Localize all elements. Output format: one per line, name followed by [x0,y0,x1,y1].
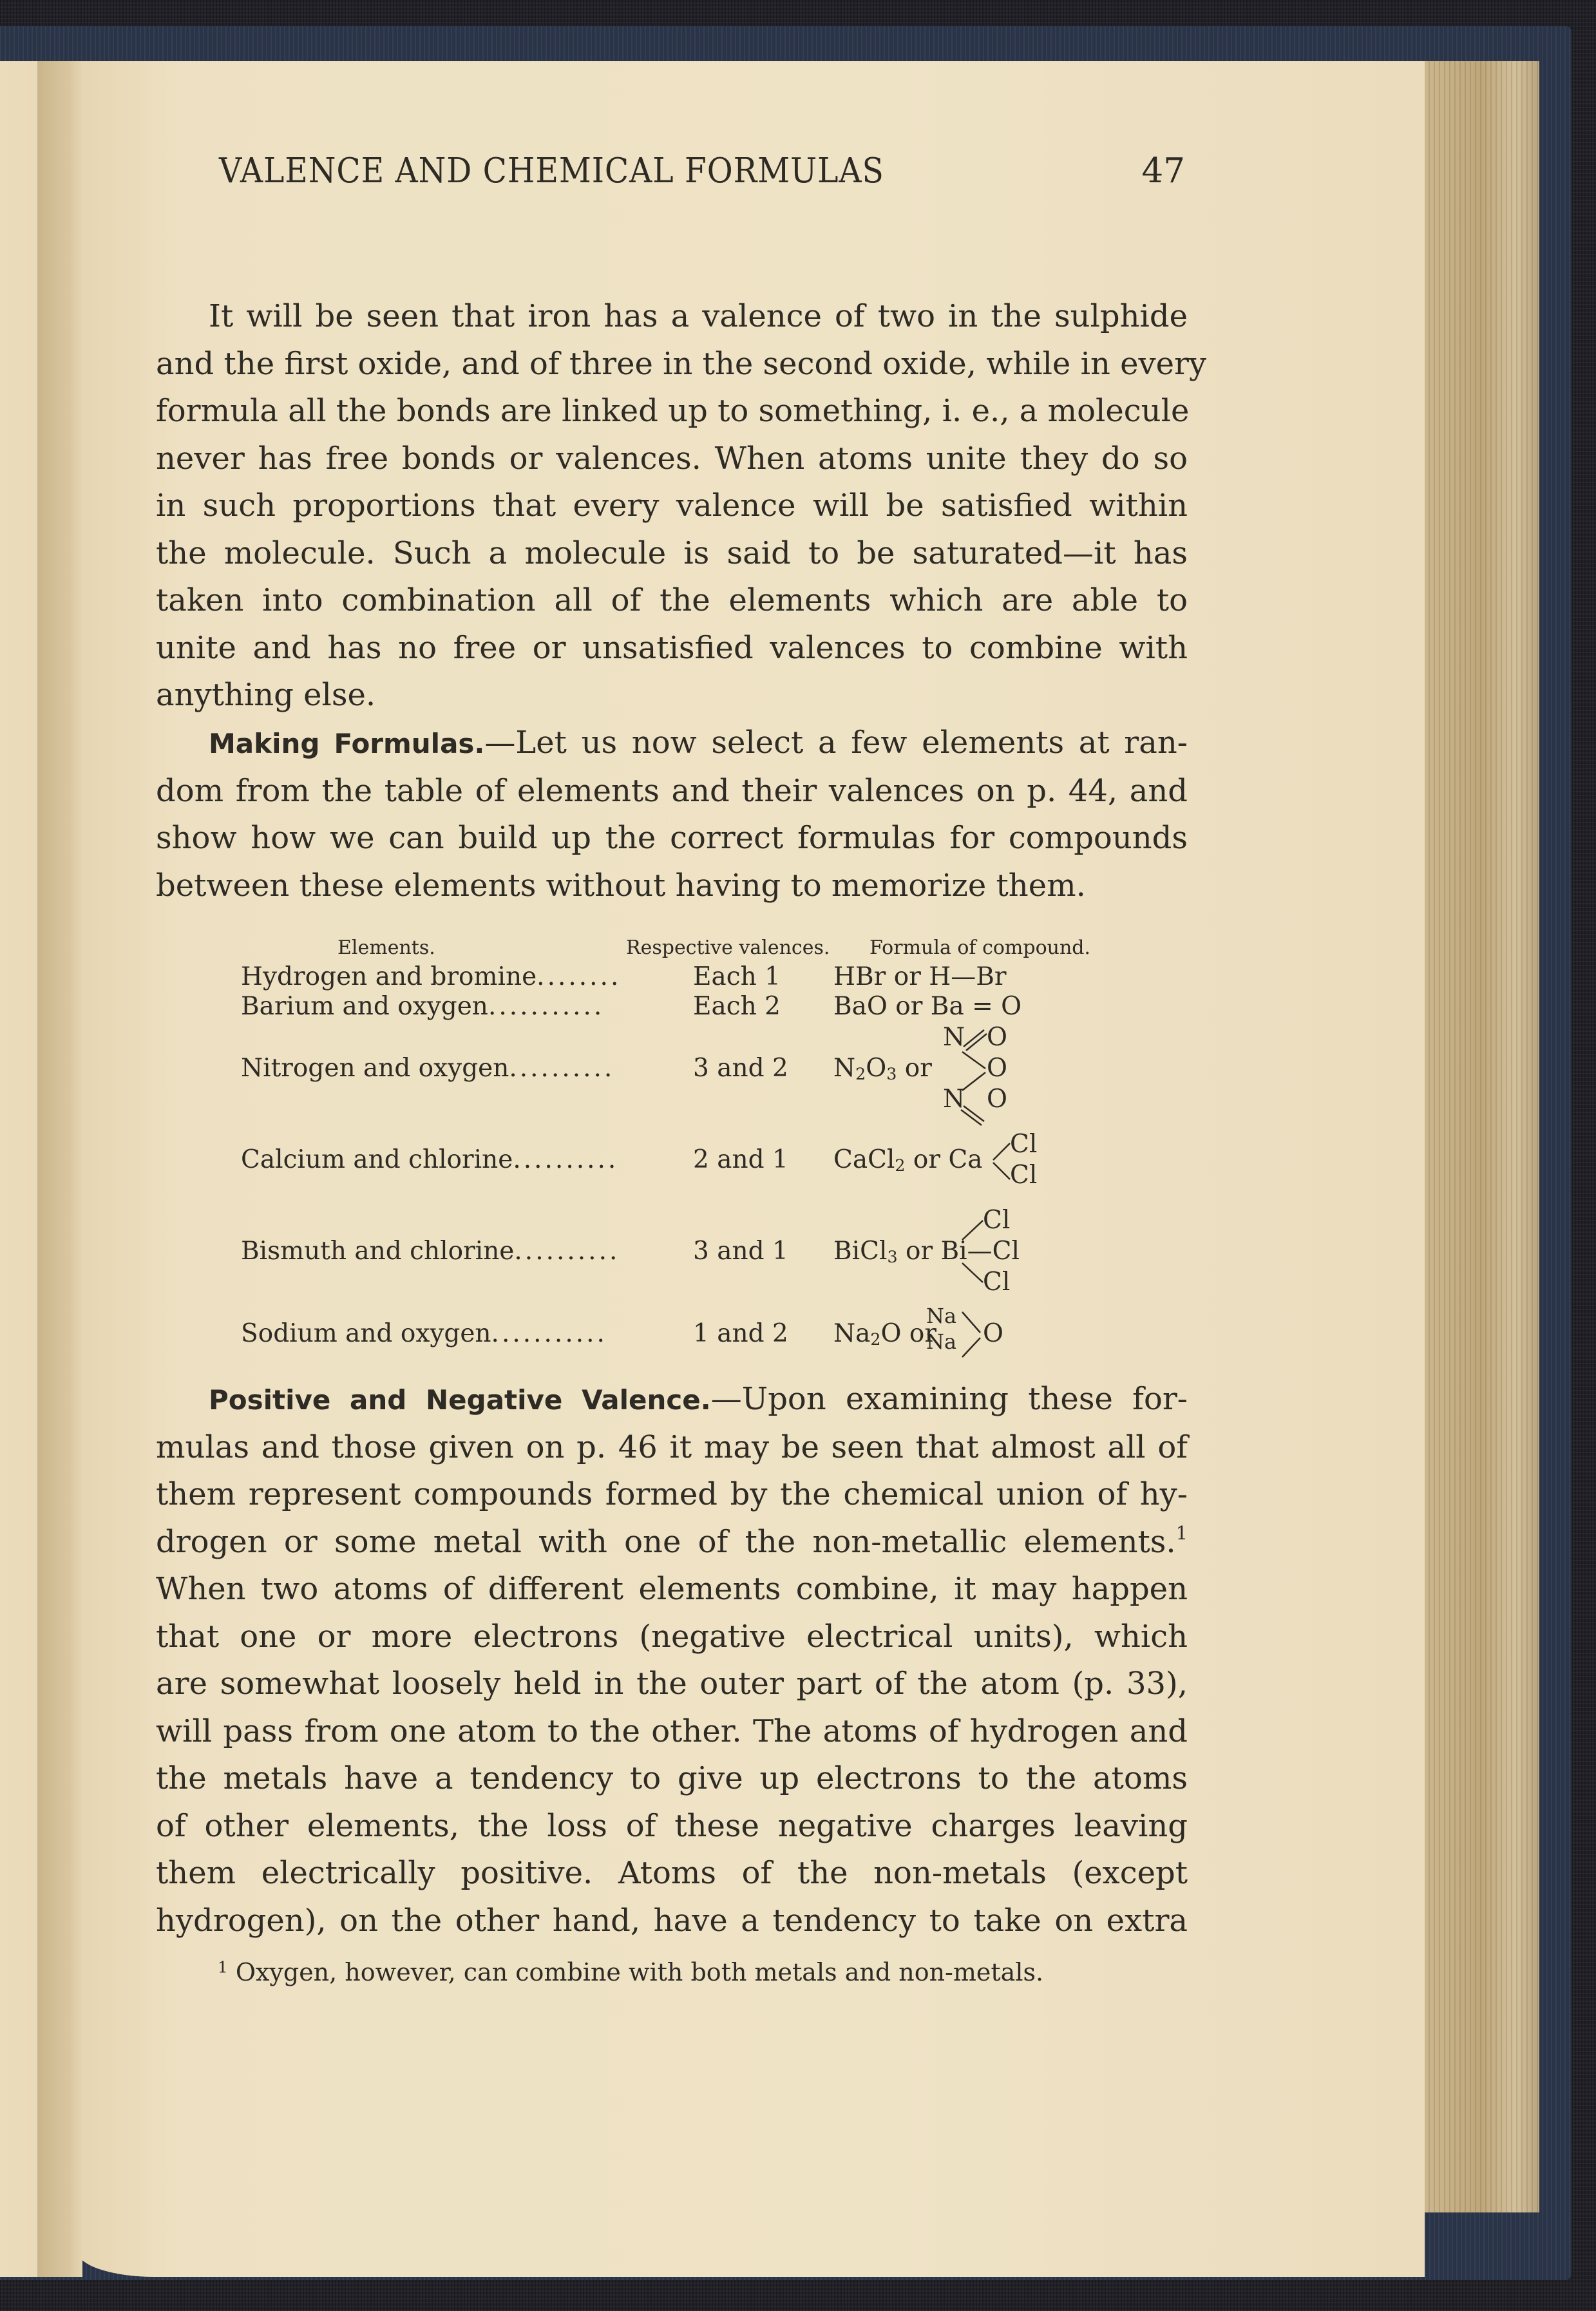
bond-line [993,1143,1010,1160]
section-heading: Making Formulas. [209,728,485,759]
table-header-elements: Elements. [337,937,435,959]
text-line: drogen or some metal with one of the non-metallic elements.$^1$ [156,1521,1188,1560]
text-line: show how we can build up the correct formulas for compounds [156,820,1188,856]
elements-cell: Sodium and oxygen........... [241,1319,607,1348]
structure-atom-o: O [983,1319,1003,1348]
paragraph-2 [156,719,1188,909]
bond-line [962,1312,980,1333]
text-line: the metals have a tendency to give up electrons to the atoms [156,1760,1188,1796]
text-line: It will be seen that iron has a valence of two in the sulphide [209,298,1188,334]
table-header-formula: Formula of compound. [869,937,1091,959]
footnote-marker: 1 [218,1957,228,1977]
section-heading: Positive and Negative Valence. [209,1384,711,1416]
footnote [218,1958,1043,1986]
structure-atom-cl: Cl [983,1206,1011,1235]
valences-cell: 2 and 1 [693,1145,788,1174]
elements-cell: Calcium and chlorine.......... [241,1145,619,1174]
structure-atom-cl: Cl [1010,1161,1038,1190]
structure-atom-na: Na [926,1304,957,1328]
table-header-valences: Respective valences. [626,937,830,959]
text-line: are somewhat loosely held in the outer part of the atom (p. 33), [156,1666,1188,1702]
text-line: hydrogen), on the other hand, have a tendency to take on extra [156,1902,1188,1939]
elements-cell: Nitrogen and oxygen.......... [241,1054,615,1083]
text-line: in such proportions that every valence will be satisfied within [156,488,1188,524]
page-gutter [37,61,82,2277]
paragraph-3 [156,1376,1188,1945]
valences-cell: Each 2 [693,992,781,1021]
text-line: them electrically positive. Atoms of the non-metals (except [156,1855,1188,1891]
text-line [156,1376,1188,1424]
valences-cell: 3 and 2 [693,1054,788,1083]
elements-cell: Barium and oxygen........... [241,992,605,1021]
text-line: between these elements without having to memorize them. [156,867,1086,904]
formula-cell: BiCl$_3$ or Bi—Cl [833,1237,1020,1267]
text-line: unite and has no free or unsatisfied valences to combine with [156,629,1188,666]
footnote-reference[interactable]: 1 [1175,1521,1188,1544]
paragraph-1 [156,293,1207,719]
text-span: —Let us now select a few elements at ran- [484,725,1188,761]
structure-atom-cl: Cl [1010,1130,1038,1159]
structure-atom-n: N [943,1023,965,1052]
text-line: will pass from one atom to the other. The atoms of hydrogen and [156,1713,1188,1749]
running-head-title: VALENCE AND CHEMICAL FORMULAS [219,151,884,191]
text-line: them represent compounds formed by the chemical union of hy- [156,1476,1188,1512]
running-head [219,151,1185,203]
bond-line [962,1263,983,1282]
bond-line [962,1052,985,1069]
facing-page-edge [0,61,39,2277]
formula-cell: CaCl$_2$ or Ca [833,1145,983,1175]
structure-atom-n: N [943,1085,965,1114]
page-edges [1423,61,1539,2212]
structure-atom-o: O [987,1023,1007,1052]
bond-lines [156,937,1188,1362]
bond-line [962,1221,983,1240]
text-line: mulas and those given on p. 46 it may be seen that almost all of [156,1429,1188,1465]
text-line: and the first oxide, and of three in the second oxide, while in every [156,345,1207,382]
formula-cell: BaO or Ba = O [833,992,1022,1021]
formula-cell: $N_2O_3$ or [833,1054,932,1084]
structure-atom-o: O [987,1085,1007,1114]
elements-cell: Bismuth and chlorine.......... [241,1237,620,1266]
valence-table [156,937,1188,1362]
structure-atom-na: Na [926,1329,957,1354]
text-line: When two atoms of different elements combine, it may happen [156,1571,1188,1607]
elements-cell: Hydrogen and bromine........ [241,962,622,991]
valences-cell: 3 and 1 [693,1237,788,1266]
text-line: that one or more electrons (negative electrical units), which [156,1618,1188,1655]
structure-atom-o: O [987,1054,1007,1083]
text-line: taken into combination all of the elements which are able to [156,582,1188,618]
text-line: never has free bonds or valences. When atoms unite they do so [156,440,1188,477]
page-number: 47 [1141,151,1185,191]
text-span: —Upon examining these for- [710,1381,1188,1417]
text-line: the molecule. Such a molecule is said to be saturated—it has [156,535,1188,571]
bond-line [962,1338,980,1357]
bond-line [993,1163,1010,1179]
valences-cell: 1 and 2 [693,1319,788,1348]
text-line: dom from the table of elements and their valences on p. 44, and [156,772,1188,809]
text-line [156,719,1188,768]
text-line: of other elements, the loss of these negative charges leaving [156,1807,1188,1844]
text-line: anything else. [156,677,376,713]
formula-cell: HBr or H—Br [833,962,1007,991]
text-line: formula all the bonds are linked up to something, i. e., a molecule [156,393,1190,429]
valences-cell: Each 1 [693,962,781,991]
formula-cell: $Na_2O$ or [833,1319,937,1349]
bond-line [962,1072,985,1090]
footnote-text: Oxygen, however, can combine with both metals and non-metals. [235,1958,1044,1986]
structure-atom-cl: Cl [983,1268,1011,1297]
